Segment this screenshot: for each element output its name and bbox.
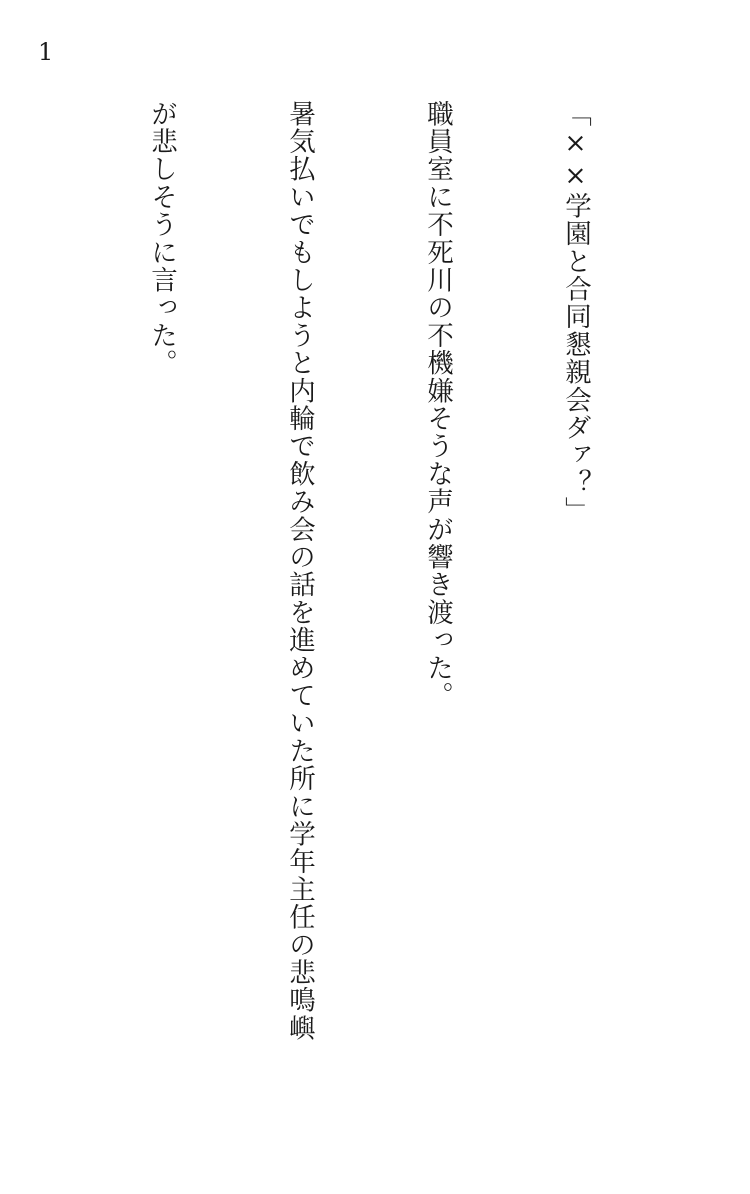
vertical-text-body <box>50 100 690 1100</box>
page-number: 1 <box>38 38 54 66</box>
text-line: 暑気払いでもしようと内輪で飲み会の話を進めていた所に学年主任の悲鳴嶼 <box>284 100 315 1042</box>
text-line: が悲しそうに言った。 <box>146 100 177 377</box>
blank-line <box>0 100 46 1100</box>
text-line: 職員室に不死川の不機嫌そうな声が響き渡った。 <box>422 100 453 710</box>
text-line: 「××学園と合同懇親会ダァ？」 <box>560 100 591 525</box>
